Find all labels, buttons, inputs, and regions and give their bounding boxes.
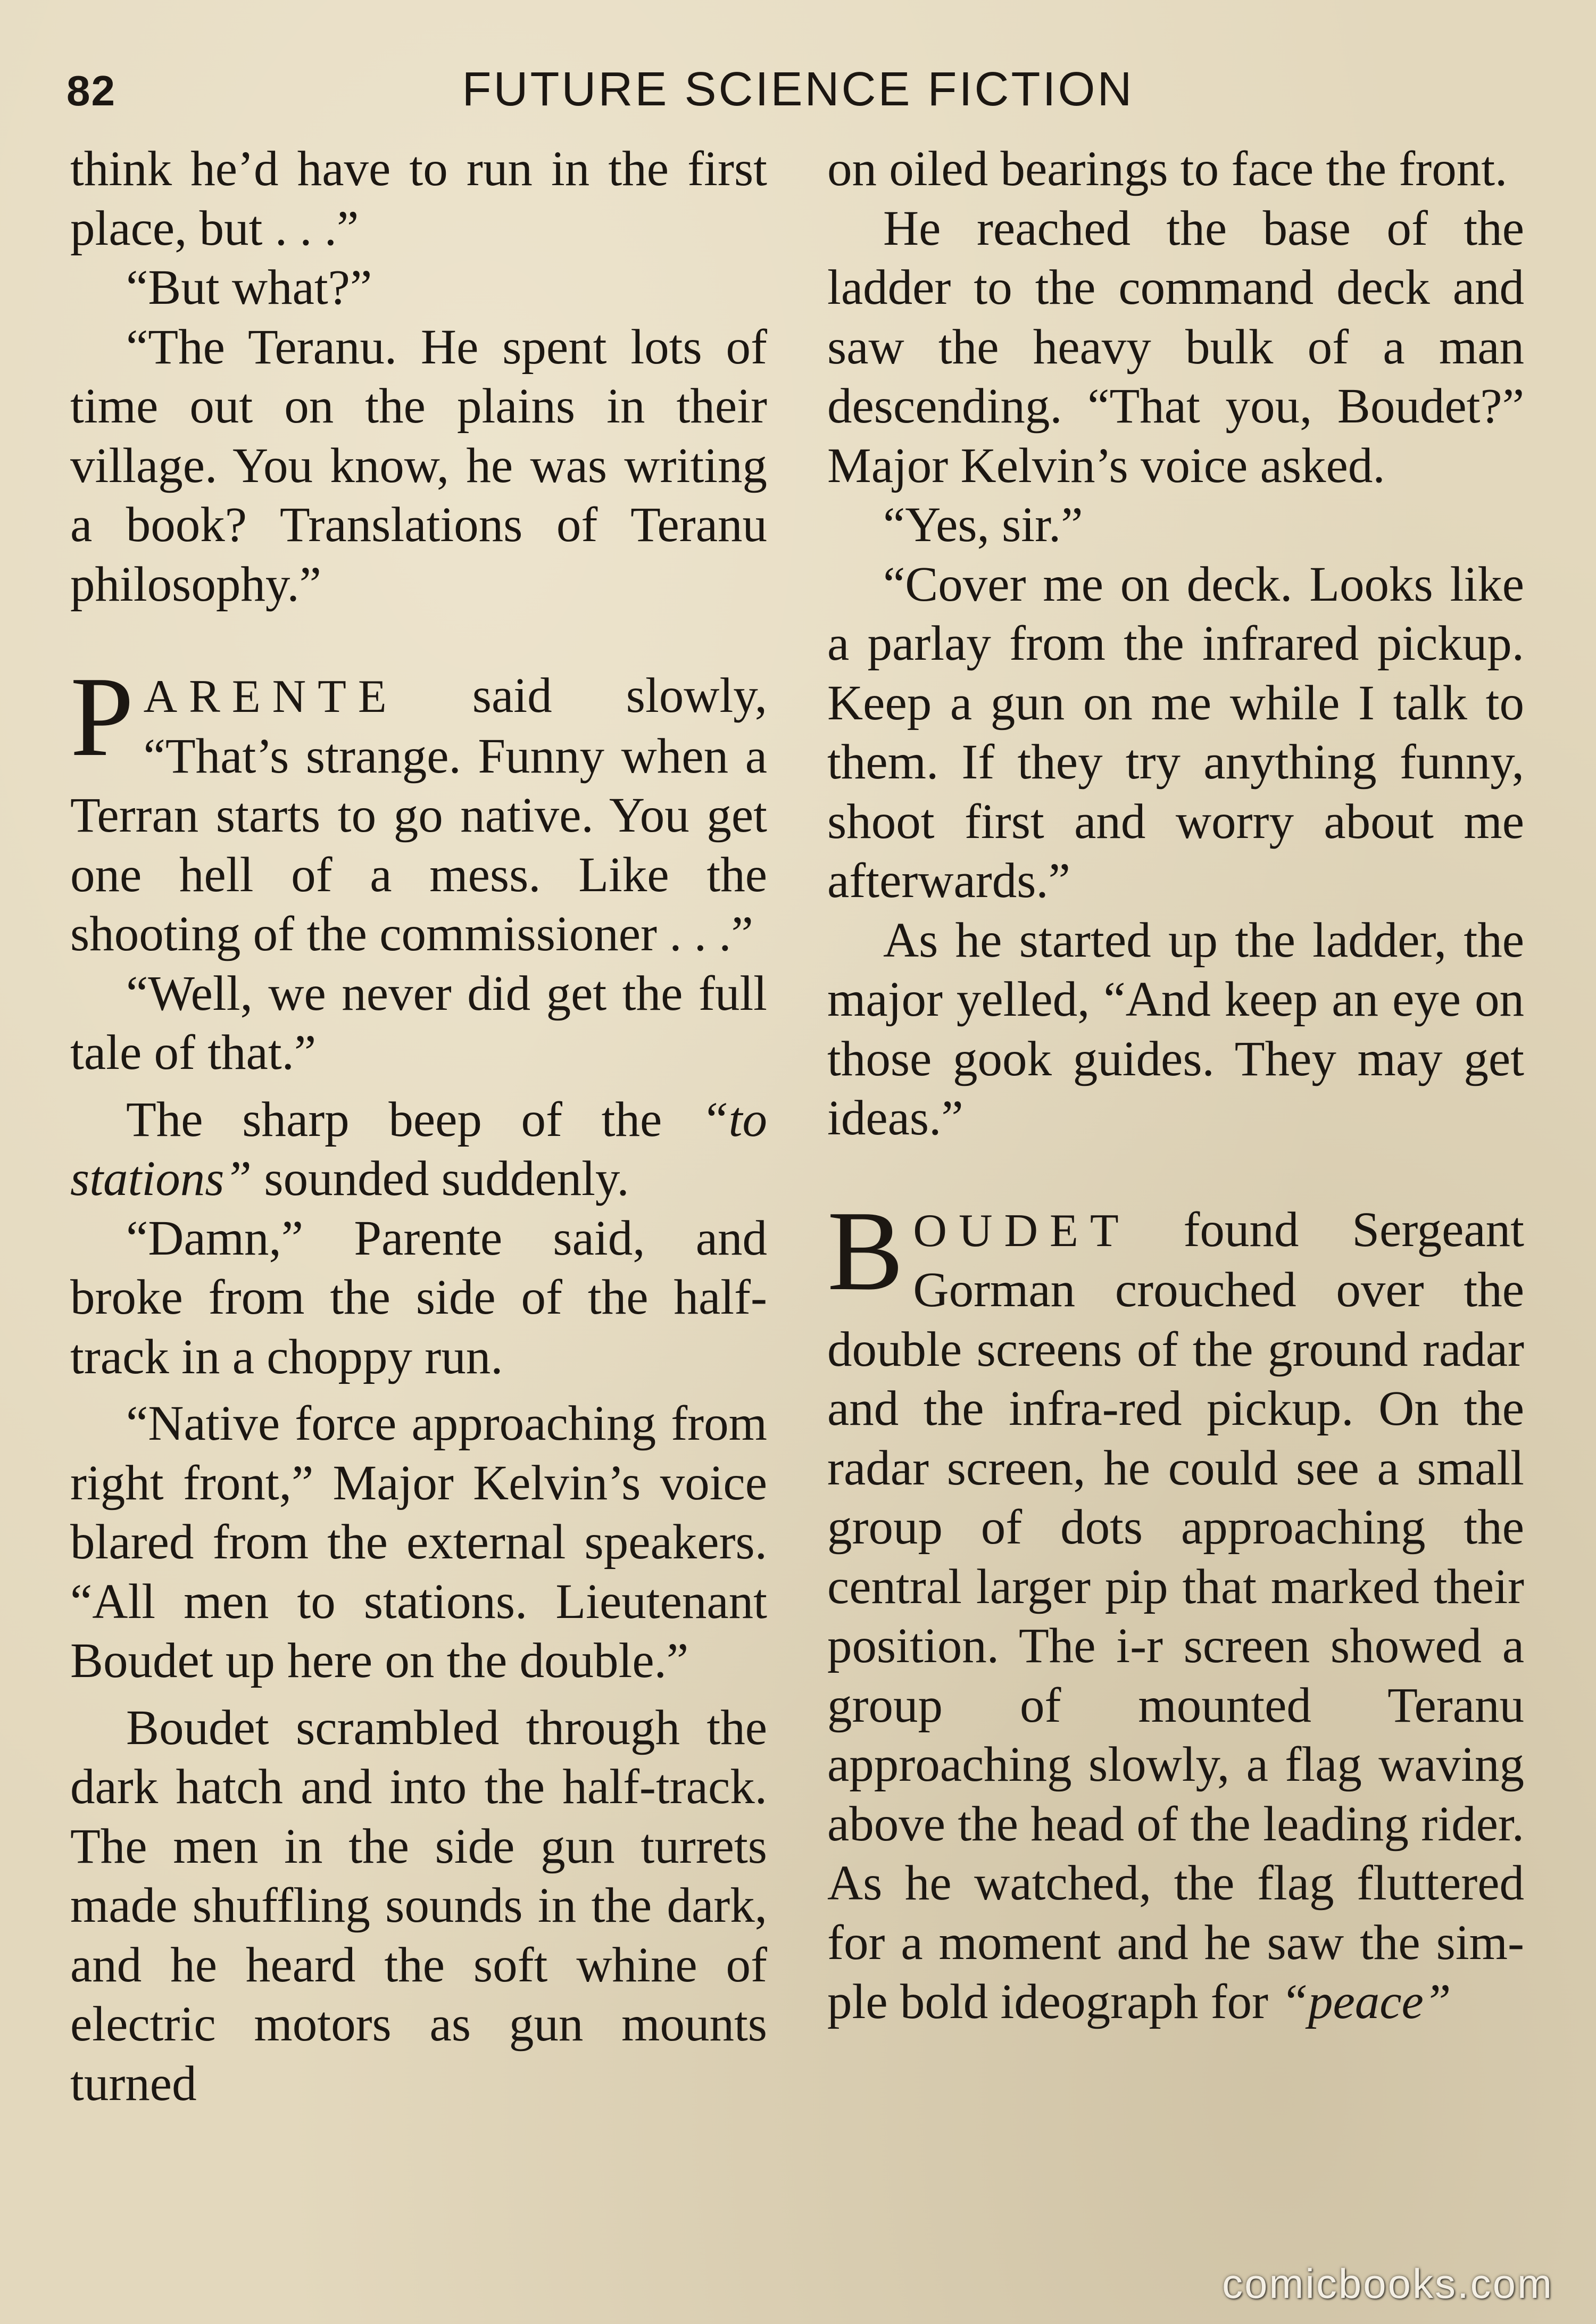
drop-cap: P (70, 653, 134, 780)
paragraph-text: sounded suddenly. (252, 1151, 629, 1206)
italic-text: “to stations” (70, 1092, 767, 1206)
paragraph: think he’d have to run in the first place, but . . .” (70, 142, 767, 256)
section-opening-paragraph (827, 1186, 1524, 2032)
left-column (70, 139, 767, 2113)
right-column (827, 139, 1524, 2032)
paragraph: “Damn,” Parente said, and broke from the side of the half-track in a choppy run. (70, 1210, 767, 1384)
paragraph-text: said slowly, “That’s strange. Funny when a Terran starts to go native. You get one hell of a mess. Like the shooting of the commissioner . . .” (70, 668, 767, 961)
watermark: comicbooks.com (1222, 2260, 1553, 2307)
paragraph: “Native force approaching from right front,” Major Kelvin’s voice blared from the external speakers. “All men to stations. Lieutenant Boudet up here on the double.” (70, 1396, 767, 1688)
paragraph: “Cover me on deck. Looks like a parlay from the infrared pickup. Keep a gun on me while I talk to them. If they try anything funny, shoot first and worry about me afterwards.” (827, 557, 1524, 908)
page-number: 82 (66, 67, 116, 114)
paragraph: Boudet scrambled through the dark hatch and into the half-track. The men in the side gun turrets made shuffling sounds in the dark, and he heard the soft whine of electric motors as gun mounts turned (70, 1700, 767, 2111)
paragraph-text: found Sergeant Gorman crouched over the double screens of the ground radar and the infra-red pickup. On the radar screen, he could see a small group of dots approaching the central larger pip that marked their position. The i-r screen showed a group of mounted Teranu approaching slowly, a flag waving above the head of the leading rider. As he watched, the flag fluttered for a moment and he saw the simple bold ideograph for (827, 1202, 1524, 2029)
paragraph: on oiled bearings to face the front. (827, 142, 1508, 196)
paragraph: “Well, we never did get the full tale of that.” (70, 966, 767, 1080)
paragraph: “The Teranu. He spent lots of time out on the plains in their village. You know, he was writing a book? Translations of Teranu philosophy.” (70, 319, 767, 612)
italic-text: “peace” (1281, 1974, 1451, 2029)
small-caps-lead: ARENTE (143, 671, 398, 723)
paragraph: “But what?” (126, 260, 372, 315)
paragraph: “Yes, sir.” (883, 497, 1083, 552)
running-title: FUTURE SCIENCE FICTION (462, 63, 1134, 116)
section-opening-paragraph (70, 653, 767, 964)
paragraph (70, 1090, 767, 1209)
paragraph-text: The sharp beep of the (126, 1092, 701, 1147)
drop-cap: B (827, 1186, 904, 1314)
paragraph: He reached the base of the ladder to the command deck and saw the heavy bulk of a man descending. “That you, Boudet?” Major Kelvin’s voice asked. (827, 201, 1524, 493)
paragraph: As he started up the ladder, the major yelled, “And keep an eye on those gook guides. They may get ideas.” (827, 912, 1524, 1146)
small-caps-lead: OUDET (913, 1205, 1130, 1257)
